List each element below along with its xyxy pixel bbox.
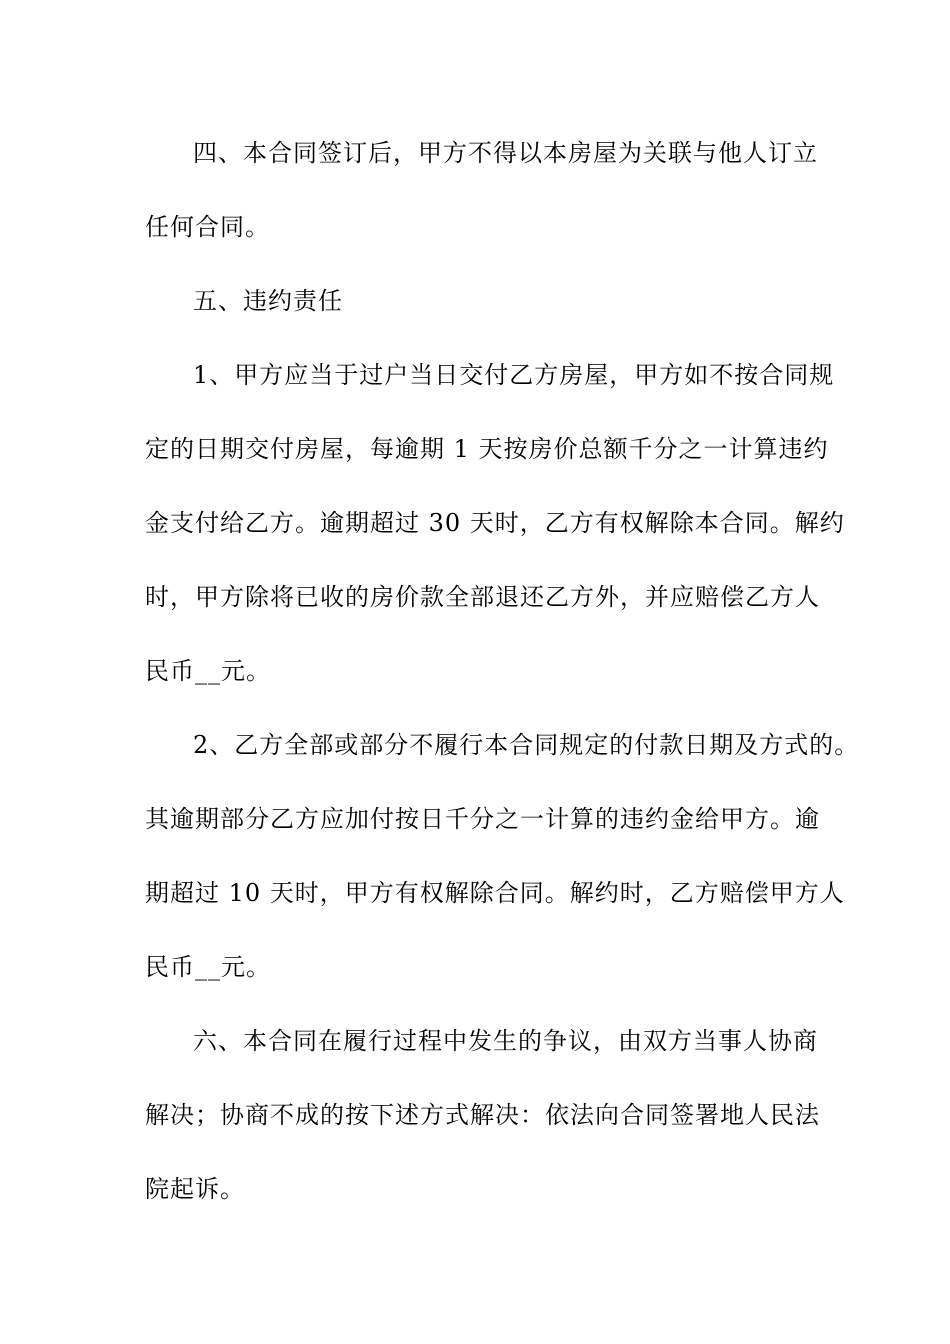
clause-5-2-line-3: 期超过 10 天时，甲方有权解除合同。解约时，乙方赔偿甲方人 — [145, 879, 845, 907]
clause-5-1-line-5: 民币__元。 — [145, 657, 271, 685]
clause-5-1-line-1: 1、甲方应当于过户当日交付乙方房屋，甲方如不按合同规 — [193, 361, 835, 389]
section-5-heading: 五、违约责任 — [193, 287, 343, 315]
clause-6-line-3: 院起诉。 — [145, 1175, 245, 1203]
clause-6-line-2: 解决；协商不成的按下述方式解决：依法向合同签署地人民法 — [145, 1101, 820, 1129]
clause-5-1-line-4: 时，甲方除将已收的房价款全部退还乙方外，并应赔偿乙方人 — [145, 583, 820, 611]
clause-6-line-1: 六、本合同在履行过程中发生的争议，由双方当事人协商 — [193, 1027, 818, 1055]
clause-5-2-line-4: 民币__元。 — [145, 953, 271, 981]
clause-4-line-2: 任何合同。 — [145, 213, 270, 241]
document-body — [145, 116, 860, 1226]
clause-5-2-line-1: 2、乙方全部或部分不履行本合同规定的付款日期及方式的。 — [193, 731, 860, 759]
clause-4-line-1: 四、本合同签订后，甲方不得以本房屋为关联与他人订立 — [193, 139, 818, 167]
clause-5-1-line-3: 金支付给乙方。逾期超过 30 天时，乙方有权解除本合同。解约 — [145, 509, 845, 537]
clause-5-1-line-2: 定的日期交付房屋，每逾期 1 天按房价总额千分之一计算违约 — [145, 435, 829, 463]
clause-5-2-line-2: 其逾期部分乙方应加付按日千分之一计算的违约金给甲方。逾 — [145, 805, 820, 833]
